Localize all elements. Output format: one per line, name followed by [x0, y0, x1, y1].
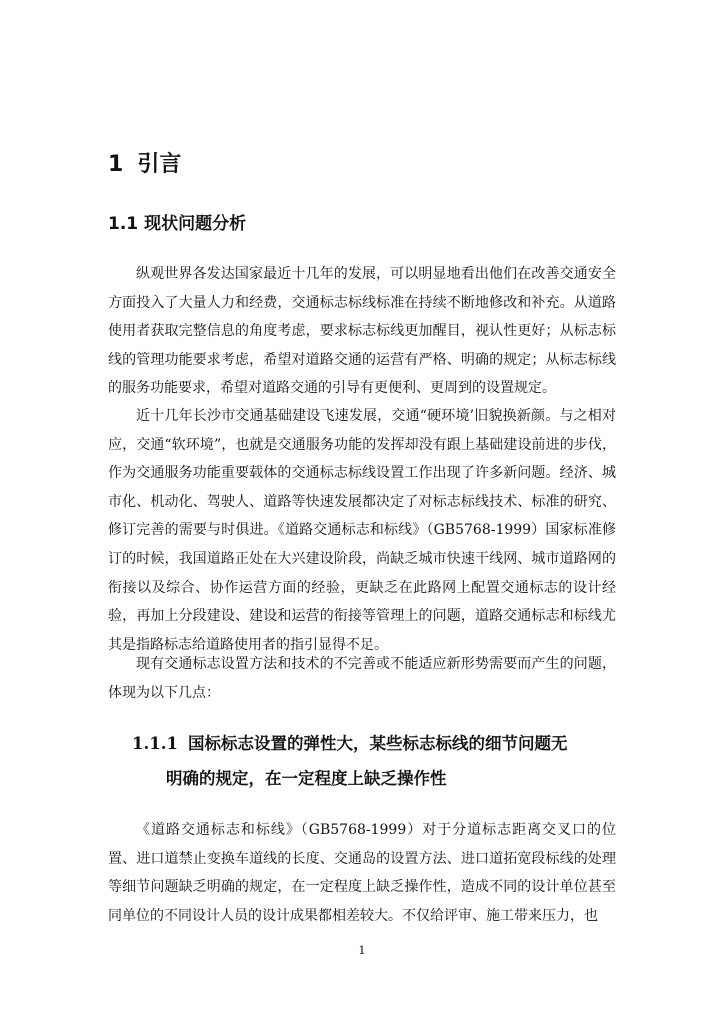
chapter-number: 1: [108, 152, 124, 177]
chapter-heading: [108, 150, 181, 180]
subsection-paragraph: 《道路交通标志和标线》（GB5768-1999）对于分道标志距离交叉口的位置、进口道禁止变换车道线的长度、交通岛的设置方法、进口道拓宽段标线的处理等细节问题缺乏明确的规定，在一定程度上缺乏操作性，造成不同的设计单位甚至同单位的不同设计人员的设计成果都相差较大。不仅给评审、施工带来压力，也: [108, 822, 616, 924]
subsection-number: 1.1.1: [132, 734, 178, 753]
subsection-title-line-1: 国标标志设置的弹性大，某些标志标线的细节问题无: [188, 734, 568, 753]
section-heading: [108, 212, 246, 236]
subsection-title-line-2: 明确的规定，在一定程度上缺乏操作性: [166, 769, 447, 788]
page-number: 1: [358, 944, 366, 957]
chapter-title: 引言: [137, 152, 182, 177]
section-title: 现状问题分析: [144, 214, 247, 234]
body-paragraph-3: 现有交通标志设置方法和技术的不完善或不能适应新形势需要而产生的问题，体现为以下几点：: [108, 656, 616, 701]
section-number: 1.1: [108, 214, 139, 234]
subsection-heading: [132, 726, 618, 796]
body-paragraph-2: 近十几年长沙市交通基础建设飞速发展，交通“硬环境’旧貌换新颜。与之相对应，交通“软环境”，也就是交通服务功能的发挥却没有跟上基础建设前进的步伐，作为交通服务功能重要载体的交通标志标线设置工作出现了许多新问题。经济、城市化、机动化、驾驶人、道路等快速发展都决定了对标志标线技术、标准的研究、修订完善的需要与时俱进。《道路交通标志和标线》（GB5768-1999）国家标准修订的时候，我国道路正处在大兴建设阶段，尚缺乏城市快速干线网、城市道路网的衔接以及综合、协作运营方面的经验，更缺乏在此路网上配置交通标志的设计经验，再加上分段建设、建设和运营的衔接等管理上的问题，道路交通标志和标线尤其是指路标志给道路使用者的指引显得不足。: [108, 408, 616, 653]
body-paragraph-1: 纵观世界各发达国家最近十几年的发展，可以明显地看出他们在改善交通安全方面投入了大量人力和经费，交通标志标线标准在持续不断地修改和补充。从道路使用者获取完整信息的角度考虑，要求标志标线更加醒目，视认性更好；从标志标线的管理功能要求考虑，希望对道路交通的运营有严格、明确的规定；从标志标线的服务功能要求，希望对道路交通的引导有更便利、更周到的设置规定。: [108, 266, 616, 397]
